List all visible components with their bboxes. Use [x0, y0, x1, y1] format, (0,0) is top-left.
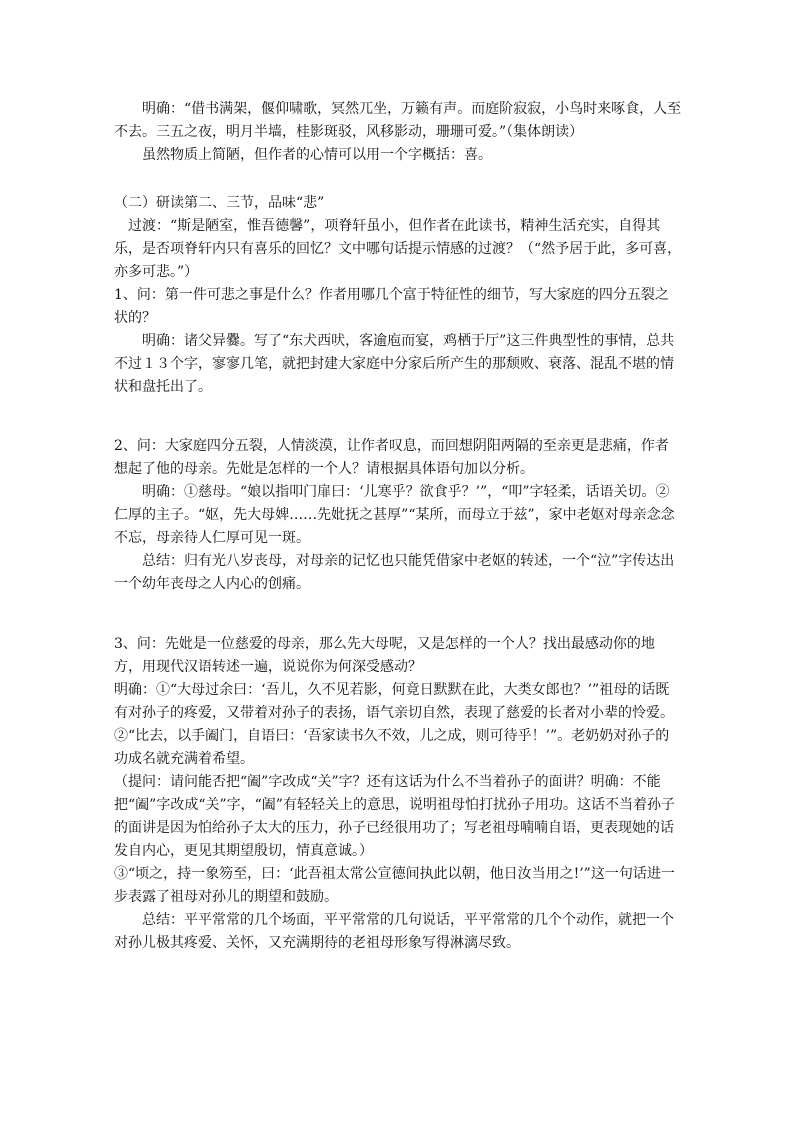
answer-3: 明确：①“大母过余曰：‘吾儿，久不见若影，何竟日默默在此，大类女郎也？’”祖母的话既有对孙子的疼爱，又带着对孙子的表扬，语气亲切自然，表现了慈爱的长者对小辈的怜爱。②“比去，以手阖门，自语曰：‘吾家读书久不效，儿之成，则可待乎！’”。老奶奶对孙子的功成名就充满着希望。 [114, 682, 674, 767]
summary-3: 总结：平平常常的几个场面，平平常常的几句说话，平平常常的几个个动作，就把一个对孙儿极其疼爱、关怀，又充满期待的老祖母形象写得淋漓尽致。 [114, 912, 674, 951]
intro-summary: 虽然物质上简陋，但作者的心情可以用一个字概括：喜。 [142, 147, 492, 163]
answer-2: 明确：①慈母。“娘以指叩门扉曰：‘儿寒乎？欲食乎？’”，“叩”字轻柔，话语关切。②仁厚的主子。“妪，先大母婢……先妣抚之甚厚”“某所，而母立于兹”，家中老妪对母亲念念不忘，母亲待人仁厚可见一斑。 [114, 484, 675, 546]
intro-answer: 明确：“借书满架，偃仰啸歌，冥然兀坐，万籁有声。而庭阶寂寂，小鸟时来啄食，人至不去。三五之夜，明月半墙，桂影斑驳，风移影动，珊珊可爱。”（集体朗读） [114, 101, 682, 140]
intro-block [114, 98, 682, 167]
summary-2: 总结：归有光八岁丧母，对母亲的记忆也只能凭借家中老妪的转述，一个“泣”字传达出一个幼年丧母之人内心的创痛。 [114, 553, 675, 592]
question2-block [114, 435, 682, 596]
section2-block [114, 192, 682, 399]
question-1: 1、问：第一件可悲之事是什么？作者用哪几个富于特征性的细节，写大家庭的四分五裂之状的？ [114, 287, 669, 326]
teacher-question: （提问：请问能否把“阖”字改成“关”字？还有这话为什么不当着孙子的面讲？明确：不能把“阖”字改成“关”字，“阖”有轻轻关上的意思，说明祖母怕打扰孙子用功。这话不当着孙子的面讲是因为怕给孙子太大的压力，孙子已经很用功了；写老祖母喃喃自语，更表现她的话发自内心，更见其期望殷切，情真意诚。） [114, 774, 675, 859]
answer-1: 明确：诸父异爨。写了“东犬西吠，客逾庖而宴，鸡栖于厅”这三件典型性的事情，总共不过１３个字，寥寥几笔，就把封建大家庭中分家后所产生的那颓败、衰落、混乱不堪的情状和盘托出了。 [114, 333, 675, 395]
transition-paragraph: 过渡：“斯是陋室，惟吾德馨”，项脊轩虽小，但作者在此读书，精神生活充实，自得其乐，是否项脊轩内只有喜乐的回忆？文中哪句话提示情感的过渡？（“然予居于此，多可喜，亦多可悲。”） [114, 218, 682, 280]
question-3: 3、问：先妣是一位慈爱的母亲，那么先大母呢，又是怎样的一个人？找出最感动你的地方，用现代汉语转述一遍，说说你为何深受感动？ [114, 636, 655, 675]
answer-3-part3: ③“顷之，持一象笏至，曰：‘此吾祖太常公宣德间执此以朝，他日汝当用之!’”这一句话进一步表露了祖母对孙儿的期望和鼓励。 [114, 866, 675, 905]
question3-block [114, 633, 682, 955]
section-heading: （二）研读第二、三节，品味“悲” [114, 195, 325, 211]
question-2: 2、问：大家庭四分五裂，人情淡漠，让作者叹息，而回想阴阳两隔的至亲更是悲痛，作者想起了他的母亲。先妣是怎样的一个人？请根据具体语句加以分析。 [114, 438, 669, 477]
